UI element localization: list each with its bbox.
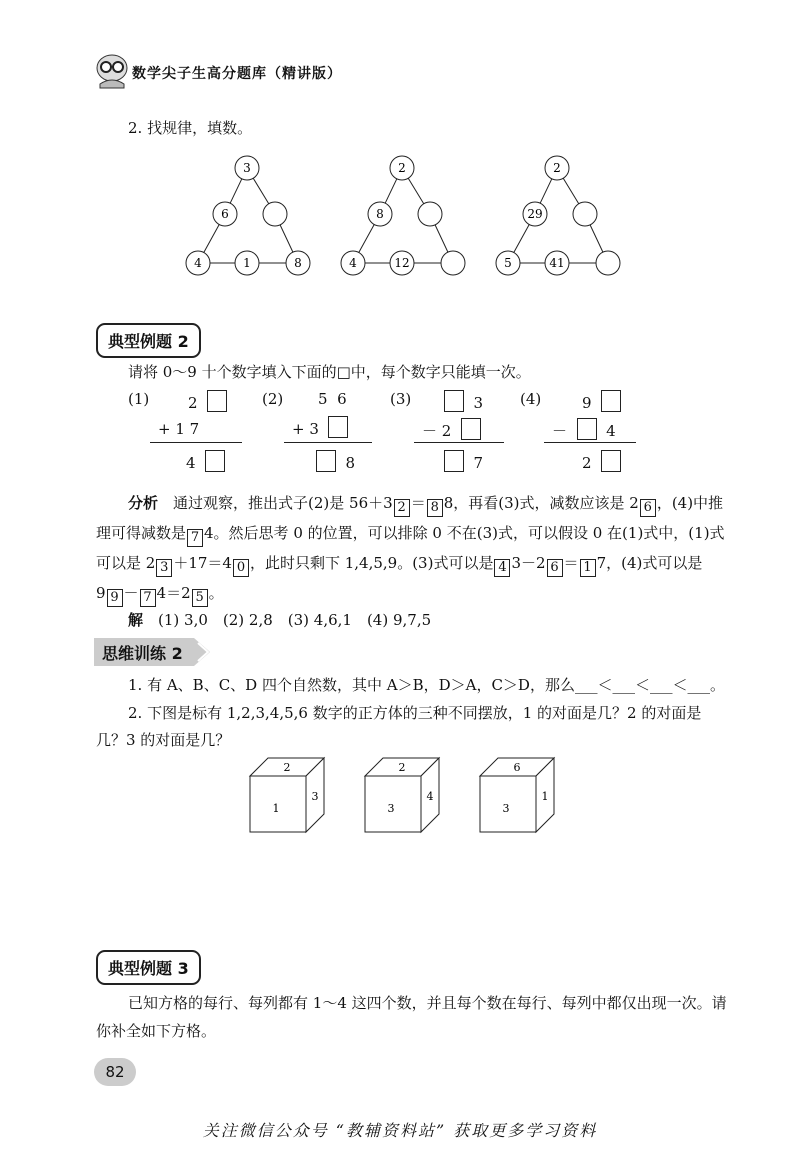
circle-number: 8 bbox=[294, 256, 302, 270]
training-2-label: 思维训练 2 bbox=[102, 644, 183, 663]
problem-row: 4 bbox=[186, 450, 225, 472]
cube-front-number: 3 bbox=[387, 802, 395, 815]
circle-number: 5 bbox=[504, 256, 512, 270]
sum-line bbox=[150, 442, 242, 443]
training-2-tag bbox=[94, 638, 212, 666]
cube-front-number: 1 bbox=[272, 802, 280, 815]
problem-row: － 4 bbox=[552, 418, 616, 441]
page-number: 82 bbox=[94, 1058, 136, 1086]
question-2-title: 2. 找规律，填数。 bbox=[128, 119, 253, 137]
problem-row: 2 bbox=[188, 390, 227, 412]
analysis-paragraph: 分析 通过观察，推出式子(2)是 56＋3 2 ＝ 8 8，再看(3)式，减数应该是 2 6 ，(4)中推 bbox=[128, 494, 724, 515]
solution-line: 解 (1) 3,0 (2) 2,8 (3) 4,6,1 (4) 9,7,5 bbox=[128, 611, 432, 629]
cube-side-number: 3 bbox=[311, 790, 319, 803]
header-title: 数学尖子生高分题库（精讲版） bbox=[132, 66, 342, 82]
circle-number: 2 bbox=[553, 161, 561, 175]
training-q2-line1: 2. 下图是标有 1,2,3,4,5,6 数字的正方体的三种不同摆放，1 的对面是几？2 的对面是 bbox=[128, 704, 702, 722]
circle-number: 4 bbox=[349, 256, 357, 270]
circle-number: 4 bbox=[194, 256, 202, 270]
answer-box[interactable] bbox=[207, 390, 227, 412]
answer-box[interactable] bbox=[601, 450, 621, 472]
answer-box[interactable] bbox=[444, 450, 464, 472]
problem-row: 3 bbox=[444, 390, 483, 412]
problem-row: 8 bbox=[316, 450, 355, 472]
answer-box[interactable] bbox=[577, 418, 597, 440]
example-3-tag: 典型例题 3 bbox=[96, 950, 201, 985]
circle-number: 29 bbox=[527, 207, 543, 221]
cube-front-number: 3 bbox=[502, 802, 510, 815]
sum-line bbox=[284, 442, 372, 443]
cube-figures bbox=[240, 752, 560, 842]
cube-top-number: 2 bbox=[283, 761, 291, 774]
problem-row: + 1 7 bbox=[158, 420, 200, 438]
problem-label: (2) bbox=[262, 390, 284, 408]
circle-number: 1 bbox=[243, 256, 251, 270]
problem-row: 5 6 bbox=[318, 390, 347, 408]
circle-number: 6 bbox=[221, 207, 229, 221]
example-2-intro: 请将 0～9 十个数字填入下面的□中，每个数字只能填一次。 bbox=[128, 363, 531, 381]
problem-row: 2 bbox=[582, 450, 621, 472]
difference-line bbox=[544, 442, 636, 443]
answer-box[interactable] bbox=[444, 390, 464, 412]
circle-number: 12 bbox=[394, 256, 410, 270]
cube-top-number: 2 bbox=[398, 761, 406, 774]
answer-box[interactable] bbox=[316, 450, 336, 472]
analysis-paragraph-cont: 理可得减数是 7 4。然后思考 0 的位置，可以排除 0 不在(3)式，可以假设 0 在(1)式中，(1)式 可以是 2 3 ＋17＝4 0 ，此时只剩下 1,4,5,9。(3)式可以是 4 3－2 6 ＝ 1 7，(4)式可以是 9 9 － 7 4＝2 5 。 bbox=[96, 524, 725, 605]
footer-text: 关注微信公众号 “教辅资料站” 获取更多学习资料 bbox=[202, 1121, 598, 1140]
example-3-line1: 已知方格的每行、每列都有 1～4 这四个数，并且每个数在每行、每列中都仅出现一次。请 bbox=[128, 994, 727, 1012]
example-2-tag: 典型例题 2 bbox=[96, 323, 201, 358]
vertical-problems bbox=[0, 0, 800, 480]
answer-box[interactable] bbox=[601, 390, 621, 412]
problem-row: 7 bbox=[444, 450, 483, 472]
cube-side-number: 1 bbox=[541, 790, 549, 803]
answer-box[interactable] bbox=[328, 416, 348, 438]
circle-number: 41 bbox=[549, 256, 565, 270]
answer-box[interactable] bbox=[205, 450, 225, 472]
circle-number: 8 bbox=[376, 207, 384, 221]
problem-label: (3) bbox=[390, 390, 412, 408]
problem-row: + 3 bbox=[292, 416, 348, 438]
circle-number: 3 bbox=[243, 161, 251, 175]
problem-row: 9 bbox=[582, 390, 621, 412]
problem-row: － 2 bbox=[422, 418, 481, 441]
example-3-line2: 你补全如下方格。 bbox=[96, 1022, 217, 1040]
answer-box[interactable] bbox=[461, 418, 481, 440]
training-q1: 1. 有 A、B、C、D 四个自然数，其中 A＞B，D＞A，C＞D，那么___＜___＜___＜___。 bbox=[128, 676, 725, 694]
cube-top-number: 6 bbox=[513, 761, 521, 774]
problem-label: (4) bbox=[520, 390, 542, 408]
training-q2-line2: 几？3 的对面是几？ bbox=[96, 731, 231, 749]
circle-number: 2 bbox=[398, 161, 406, 175]
problem-label: (1) bbox=[128, 390, 150, 408]
difference-line bbox=[414, 442, 504, 443]
cube-side-number: 4 bbox=[426, 790, 434, 803]
